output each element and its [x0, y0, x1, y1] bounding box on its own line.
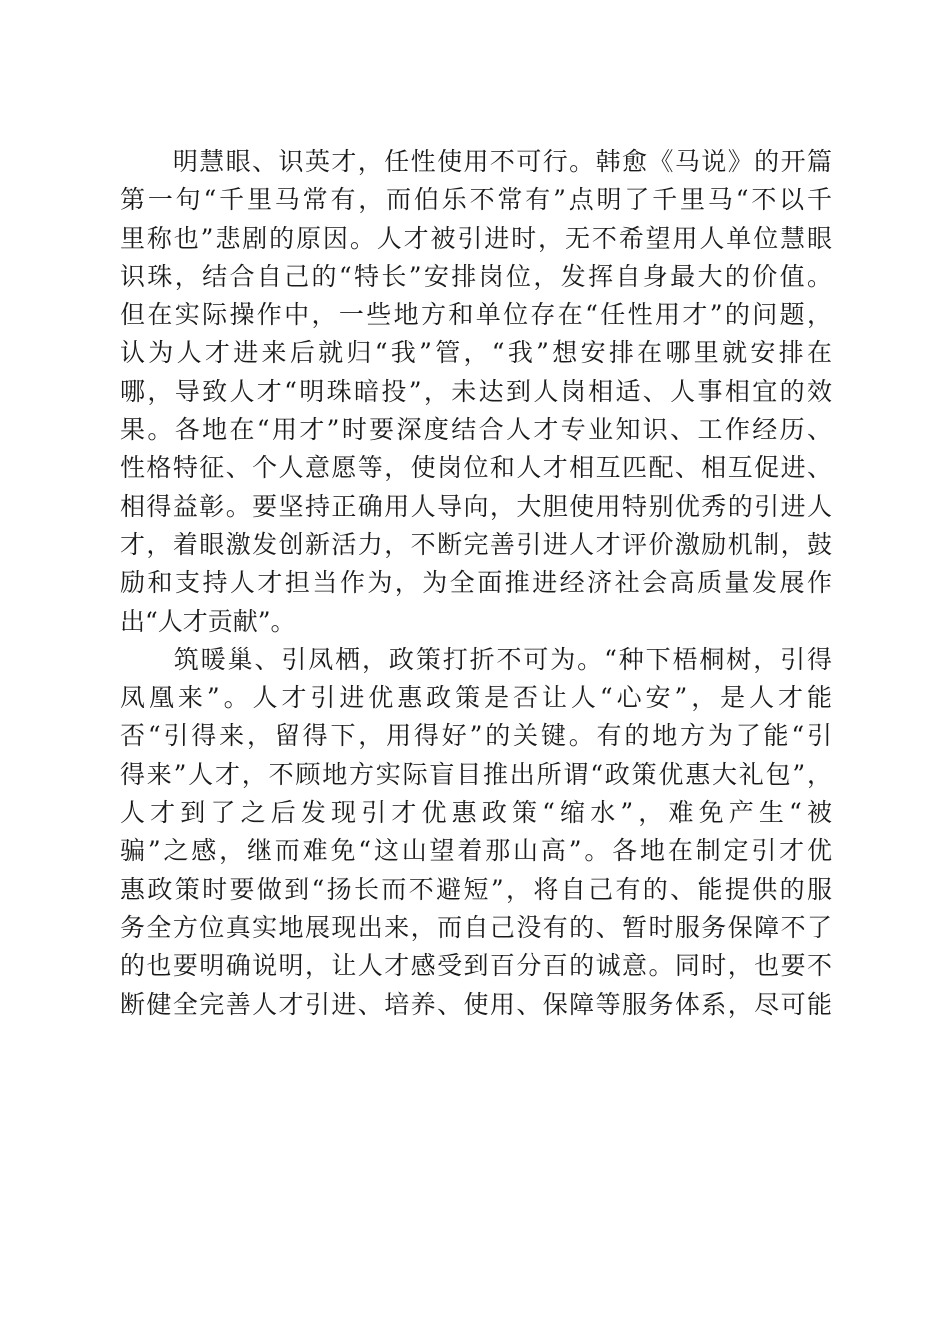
text-line: 人才到了之后发现引才优惠政策“缩水”，难免产生“被 [120, 798, 832, 828]
text-line: 明慧眼、识英才，任性使用不可行。韩愈《马说》的开篇 [120, 147, 832, 176]
text-line: 才，着眼激发创新活力，不断完善引进人才评价激励机制，鼓 [120, 529, 832, 559]
text-line: 务全方位真实地展现出来，而自己没有的、暂时服务保障不了 [120, 912, 832, 942]
text-line: 相得益彰。要坚持正确用人导向，大胆使用特别优秀的引进人 [120, 491, 832, 521]
text-line: 第一句“千里马常有，而伯乐不常有”点明了千里马“不以千 [120, 185, 832, 215]
paragraph-1 [120, 143, 832, 641]
text-line: 里称也”悲剧的原因。人才被引进时，无不希望用人单位慧眼 [120, 223, 832, 253]
body-text [120, 143, 832, 1024]
text-line: 性格特征、个人意愿等，使岗位和人才相互匹配、相互促进、 [120, 453, 832, 483]
text-line: 果。各地在“用才”时要深度结合人才专业知识、工作经历、 [120, 415, 832, 445]
text-line: 否“引得来，留得下，用得好”的关键。有的地方为了能“引 [120, 721, 832, 751]
text-line: 识珠，结合自己的“特长”安排岗位，发挥自身最大的价值。 [120, 261, 832, 291]
text-line: 断健全完善人才引进、培养、使用、保障等服务体系，尽可能 [120, 989, 832, 1019]
paragraph-2 [120, 641, 832, 1024]
text-line: 哪，导致人才“明珠暗投”，未达到人岗相适、人事相宜的效 [120, 376, 832, 406]
text-line: 筑暖巢、引凤栖，政策打折不可为。“种下梧桐树，引得 [120, 644, 832, 674]
text-line: 但在实际操作中，一些地方和单位存在“任性用才”的问题， [120, 300, 832, 330]
text-line: 励和支持人才担当作为，为全面推进经济社会高质量发展作 [120, 568, 832, 598]
text-line: 骗”之感，继而难免“这山望着那山高”。各地在制定引才优 [120, 836, 832, 866]
text-line: 惠政策时要做到“扬长而不避短”，将自己有的、能提供的服 [120, 874, 832, 904]
text-line: 的也要明确说明，让人才感受到百分百的诚意。同时，也要不 [120, 951, 832, 981]
text-line: 凤凰来”。人才引进优惠政策是否让人“心安”，是人才能 [120, 683, 832, 713]
text-line: 认为人才进来后就归“我”管，“我”想安排在哪里就安排在 [120, 338, 832, 368]
text-line: 得来”人才，不顾地方实际盲目推出所谓“政策优惠大礼包”， [120, 759, 832, 789]
text-line: 出“人才贡献”。 [120, 606, 296, 636]
